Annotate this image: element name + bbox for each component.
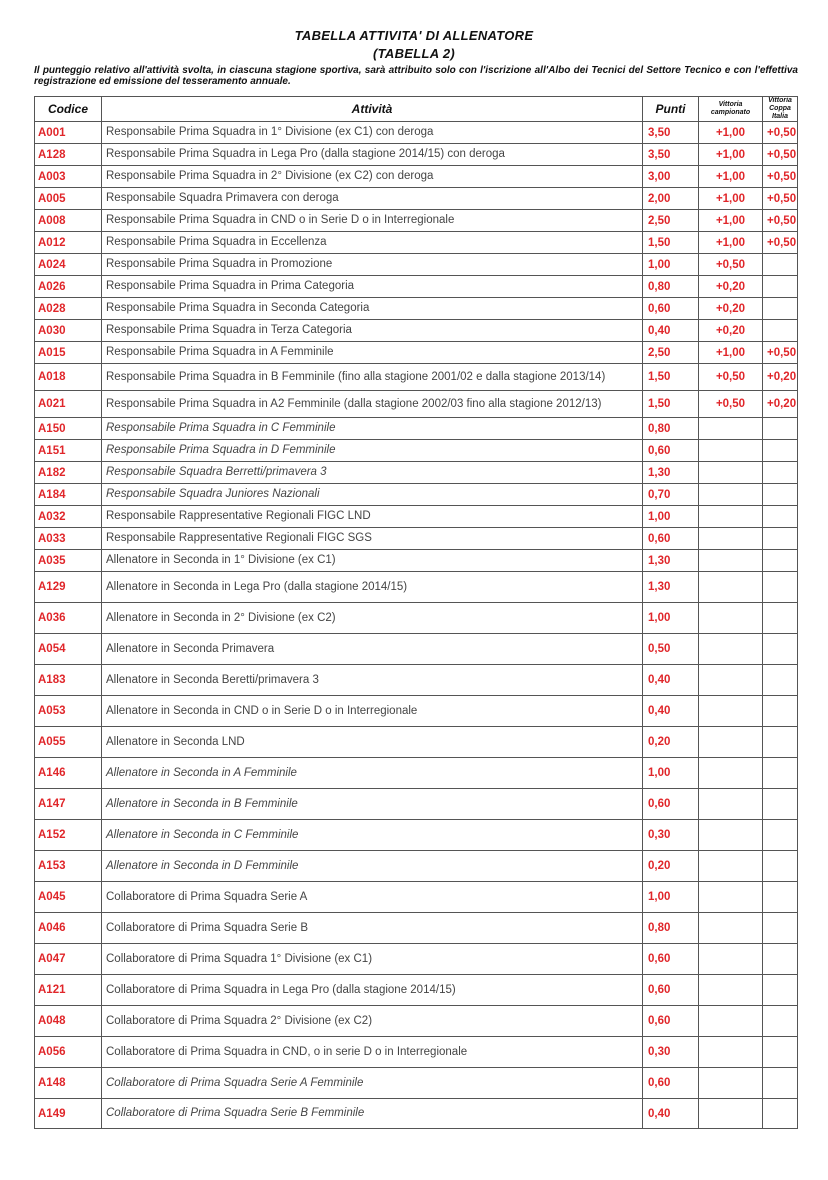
table-row: [35, 210, 798, 232]
row-code: A003: [35, 166, 102, 188]
row-win-cup: [763, 634, 798, 665]
row-points: 0,40: [643, 1099, 699, 1129]
table-row: [35, 298, 798, 320]
row-win-league: [699, 665, 763, 696]
row-activity: Responsabile Prima Squadra in A2 Femminile (dalla stagione 2002/03 fino alla stagione 2012/13): [102, 391, 643, 418]
table-row: [35, 506, 798, 528]
row-code: A032: [35, 506, 102, 528]
row-win-cup: [763, 696, 798, 727]
row-win-cup: [763, 913, 798, 944]
row-code: A054: [35, 634, 102, 665]
row-code: A146: [35, 758, 102, 789]
row-win-league: +0,50: [699, 364, 763, 391]
row-code: A183: [35, 665, 102, 696]
row-code: A021: [35, 391, 102, 418]
row-points: 0,20: [643, 727, 699, 758]
row-activity: Responsabile Prima Squadra in 2° Divisione (ex C2) con deroga: [102, 166, 643, 188]
table-row: [35, 462, 798, 484]
row-activity: Collaboratore di Prima Squadra 2° Divisione (ex C2): [102, 1006, 643, 1037]
row-win-cup: [763, 789, 798, 820]
table-row: [35, 1068, 798, 1099]
row-win-cup: [763, 882, 798, 913]
row-win-league: [699, 975, 763, 1006]
row-activity: Responsabile Prima Squadra in Seconda Categoria: [102, 298, 643, 320]
row-code: A005: [35, 188, 102, 210]
row-points: 2,00: [643, 188, 699, 210]
row-win-league: [699, 696, 763, 727]
row-code: A055: [35, 727, 102, 758]
row-activity: Collaboratore di Prima Squadra Serie B: [102, 913, 643, 944]
row-points: 1,00: [643, 506, 699, 528]
table-row: [35, 572, 798, 603]
row-points: 1,50: [643, 364, 699, 391]
row-win-cup: [763, 758, 798, 789]
intro-note: Il punteggio relativo all'attività svolta, in ciascuna stagione sportiva, sarà attribuito solo con l'iscrizione all'Albo dei Tecnici del Settore Tecnico e con l'effettiva registrazione ed emissione del tesseramento annuale.: [34, 65, 798, 87]
row-win-league: +1,00: [699, 144, 763, 166]
row-win-cup: [763, 528, 798, 550]
row-win-league: [699, 1099, 763, 1129]
row-win-league: +1,00: [699, 122, 763, 144]
table-row: [35, 550, 798, 572]
row-points: 1,30: [643, 550, 699, 572]
table-row: [35, 882, 798, 913]
row-activity: Responsabile Prima Squadra in C Femminile: [102, 418, 643, 440]
row-win-league: [699, 1068, 763, 1099]
table-row: [35, 1099, 798, 1129]
row-win-cup: [763, 506, 798, 528]
row-points: 0,80: [643, 418, 699, 440]
table-row: [35, 913, 798, 944]
row-code: A015: [35, 342, 102, 364]
header-activity: Attività: [102, 97, 643, 122]
row-win-cup: [763, 418, 798, 440]
row-activity: Allenatore in Seconda in D Femminile: [102, 851, 643, 882]
row-win-league: [699, 882, 763, 913]
row-code: A012: [35, 232, 102, 254]
row-code: A151: [35, 440, 102, 462]
table-row: [35, 364, 798, 391]
row-win-cup: +0,20: [763, 391, 798, 418]
row-win-league: [699, 462, 763, 484]
row-win-league: +1,00: [699, 166, 763, 188]
row-win-league: [699, 1006, 763, 1037]
row-points: 0,40: [643, 696, 699, 727]
row-win-cup: [763, 665, 798, 696]
row-code: A129: [35, 572, 102, 603]
row-win-league: [699, 727, 763, 758]
row-points: 1,50: [643, 391, 699, 418]
row-activity: Collaboratore di Prima Squadra Serie B Femminile: [102, 1099, 643, 1129]
row-win-cup: [763, 1006, 798, 1037]
header-win-league: Vittoria campionato: [699, 97, 763, 122]
row-win-league: [699, 1037, 763, 1068]
table-row: [35, 665, 798, 696]
row-activity: Allenatore in Seconda in C Femminile: [102, 820, 643, 851]
row-points: 0,80: [643, 276, 699, 298]
row-activity: Responsabile Prima Squadra in Promozione: [102, 254, 643, 276]
row-win-league: [699, 550, 763, 572]
table-row: [35, 391, 798, 418]
row-code: A024: [35, 254, 102, 276]
table-row: [35, 758, 798, 789]
row-activity: Allenatore in Seconda Primavera: [102, 634, 643, 665]
row-win-league: [699, 820, 763, 851]
row-activity: Collaboratore di Prima Squadra 1° Divisione (ex C1): [102, 944, 643, 975]
row-points: 3,50: [643, 122, 699, 144]
row-activity: Allenatore in Seconda in 1° Divisione (ex C1): [102, 550, 643, 572]
row-win-league: +1,00: [699, 342, 763, 364]
table-row: [35, 727, 798, 758]
row-activity: Responsabile Rappresentative Regionali FIGC LND: [102, 506, 643, 528]
row-activity: Responsabile Squadra Berretti/primavera 3: [102, 462, 643, 484]
table-row: [35, 975, 798, 1006]
row-activity: Responsabile Prima Squadra in D Femminile: [102, 440, 643, 462]
row-points: 0,20: [643, 851, 699, 882]
table-row: [35, 944, 798, 975]
row-activity: Collaboratore di Prima Squadra in CND, o in serie D o in Interregionale: [102, 1037, 643, 1068]
row-points: 0,60: [643, 975, 699, 1006]
row-activity: Responsabile Prima Squadra in 1° Divisione (ex C1) con deroga: [102, 122, 643, 144]
row-win-cup: [763, 1068, 798, 1099]
row-win-cup: +0,50: [763, 166, 798, 188]
table-row: [35, 320, 798, 342]
row-code: A148: [35, 1068, 102, 1099]
row-code: A001: [35, 122, 102, 144]
row-win-league: +0,50: [699, 391, 763, 418]
row-win-cup: [763, 440, 798, 462]
row-activity: Responsabile Prima Squadra in CND o in Serie D o in Interregionale: [102, 210, 643, 232]
table-row: [35, 528, 798, 550]
row-code: A045: [35, 882, 102, 913]
table-row: [35, 603, 798, 634]
row-win-cup: +0,20: [763, 364, 798, 391]
row-code: A046: [35, 913, 102, 944]
row-win-cup: [763, 320, 798, 342]
table-row: [35, 188, 798, 210]
row-points: 0,70: [643, 484, 699, 506]
row-win-league: [699, 851, 763, 882]
row-code: A182: [35, 462, 102, 484]
row-points: 2,50: [643, 342, 699, 364]
row-win-league: [699, 758, 763, 789]
row-win-league: [699, 528, 763, 550]
row-points: 1,30: [643, 462, 699, 484]
row-activity: Responsabile Prima Squadra in Lega Pro (dalla stagione 2014/15) con deroga: [102, 144, 643, 166]
row-win-cup: +0,50: [763, 232, 798, 254]
row-win-league: +0,20: [699, 320, 763, 342]
row-win-league: +1,00: [699, 232, 763, 254]
row-activity: Responsabile Prima Squadra in A Femminile: [102, 342, 643, 364]
row-code: A147: [35, 789, 102, 820]
row-code: A056: [35, 1037, 102, 1068]
row-code: A150: [35, 418, 102, 440]
row-activity: Responsabile Prima Squadra in Terza Categoria: [102, 320, 643, 342]
row-win-cup: [763, 276, 798, 298]
row-win-cup: +0,50: [763, 210, 798, 232]
row-code: A028: [35, 298, 102, 320]
row-win-league: +0,20: [699, 276, 763, 298]
row-activity: Allenatore in Seconda in 2° Divisione (ex C2): [102, 603, 643, 634]
row-points: 0,60: [643, 440, 699, 462]
row-win-league: +1,00: [699, 210, 763, 232]
row-win-league: +0,20: [699, 298, 763, 320]
row-code: A149: [35, 1099, 102, 1129]
table-row: [35, 122, 798, 144]
row-activity: Responsabile Squadra Primavera con deroga: [102, 188, 643, 210]
row-points: 3,00: [643, 166, 699, 188]
row-win-cup: [763, 1099, 798, 1129]
row-points: 0,60: [643, 528, 699, 550]
row-win-league: [699, 572, 763, 603]
row-win-cup: [763, 603, 798, 634]
row-win-cup: [763, 572, 798, 603]
row-activity: Collaboratore di Prima Squadra Serie A Femminile: [102, 1068, 643, 1099]
row-code: A047: [35, 944, 102, 975]
table-row: [35, 484, 798, 506]
row-points: 0,60: [643, 789, 699, 820]
row-code: A026: [35, 276, 102, 298]
row-win-cup: [763, 944, 798, 975]
row-activity: Allenatore in Seconda LND: [102, 727, 643, 758]
header-points: Punti: [643, 97, 699, 122]
row-activity: Allenatore in Seconda in A Femminile: [102, 758, 643, 789]
row-win-league: [699, 944, 763, 975]
row-win-league: +1,00: [699, 188, 763, 210]
row-points: 1,00: [643, 882, 699, 913]
row-activity: Responsabile Prima Squadra in Eccellenza: [102, 232, 643, 254]
row-activity: Collaboratore di Prima Squadra Serie A: [102, 882, 643, 913]
row-win-cup: [763, 254, 798, 276]
row-activity: Responsabile Prima Squadra in Prima Categoria: [102, 276, 643, 298]
row-points: 0,60: [643, 1068, 699, 1099]
row-points: 3,50: [643, 144, 699, 166]
row-points: 1,00: [643, 254, 699, 276]
row-code: A036: [35, 603, 102, 634]
row-points: 0,40: [643, 665, 699, 696]
header-win-cup: Vittoria Coppa Italia: [763, 97, 798, 122]
table-row: [35, 1037, 798, 1068]
row-win-cup: [763, 975, 798, 1006]
row-code: A053: [35, 696, 102, 727]
row-code: A128: [35, 144, 102, 166]
page-subtitle: (TABELLA 2): [372, 46, 455, 61]
table-body: [35, 122, 798, 1129]
table-row: [35, 696, 798, 727]
row-points: 1,00: [643, 603, 699, 634]
row-code: A018: [35, 364, 102, 391]
row-win-league: [699, 440, 763, 462]
row-win-league: [699, 603, 763, 634]
row-activity: Allenatore in Seconda in Lega Pro (dalla stagione 2014/15): [102, 572, 643, 603]
table-header-row: [35, 97, 798, 122]
row-points: 0,80: [643, 913, 699, 944]
header-code: Codice: [35, 97, 102, 122]
row-win-cup: [763, 484, 798, 506]
row-code: A121: [35, 975, 102, 1006]
page-title: TABELLA ATTIVITA' DI ALLENATORE: [294, 28, 534, 43]
table-row: [35, 254, 798, 276]
row-activity: Allenatore in Seconda in CND o in Serie D o in Interregionale: [102, 696, 643, 727]
row-activity: Responsabile Prima Squadra in B Femminile (fino alla stagione 2001/02 e dalla stagione 2013/14): [102, 364, 643, 391]
row-points: 0,30: [643, 820, 699, 851]
row-code: A008: [35, 210, 102, 232]
table-row: [35, 440, 798, 462]
row-win-cup: [763, 550, 798, 572]
row-win-league: [699, 418, 763, 440]
table-row: [35, 342, 798, 364]
table-row: [35, 789, 798, 820]
row-win-league: [699, 634, 763, 665]
row-win-cup: [763, 820, 798, 851]
row-points: 0,40: [643, 320, 699, 342]
row-points: 0,60: [643, 1006, 699, 1037]
row-activity: Responsabile Squadra Juniores Nazionali: [102, 484, 643, 506]
row-win-league: [699, 789, 763, 820]
row-win-cup: [763, 462, 798, 484]
row-activity: Responsabile Rappresentative Regionali FIGC SGS: [102, 528, 643, 550]
row-activity: Allenatore in Seconda in B Femminile: [102, 789, 643, 820]
row-win-cup: +0,50: [763, 342, 798, 364]
row-code: A030: [35, 320, 102, 342]
row-points: 0,60: [643, 298, 699, 320]
table-row: [35, 820, 798, 851]
table-row: [35, 166, 798, 188]
table-row: [35, 634, 798, 665]
row-points: 0,30: [643, 1037, 699, 1068]
row-code: A184: [35, 484, 102, 506]
row-code: A035: [35, 550, 102, 572]
row-points: 1,50: [643, 232, 699, 254]
row-win-league: [699, 913, 763, 944]
row-win-cup: [763, 298, 798, 320]
row-points: 2,50: [643, 210, 699, 232]
row-win-cup: [763, 1037, 798, 1068]
table-row: [35, 144, 798, 166]
row-code: A152: [35, 820, 102, 851]
row-win-cup: +0,50: [763, 144, 798, 166]
row-points: 1,00: [643, 758, 699, 789]
row-points: 1,30: [643, 572, 699, 603]
row-activity: Allenatore in Seconda Beretti/primavera 3: [102, 665, 643, 696]
row-code: A153: [35, 851, 102, 882]
row-points: 0,60: [643, 944, 699, 975]
row-code: A033: [35, 528, 102, 550]
row-activity: Collaboratore di Prima Squadra in Lega Pro (dalla stagione 2014/15): [102, 975, 643, 1006]
table-row: [35, 851, 798, 882]
activity-table: [34, 96, 798, 1129]
table-row: [35, 418, 798, 440]
row-win-cup: [763, 727, 798, 758]
row-win-cup: +0,50: [763, 188, 798, 210]
row-points: 0,50: [643, 634, 699, 665]
table-row: [35, 232, 798, 254]
row-win-cup: +0,50: [763, 122, 798, 144]
row-win-league: [699, 506, 763, 528]
table-row: [35, 1006, 798, 1037]
table-row: [35, 276, 798, 298]
row-code: A048: [35, 1006, 102, 1037]
row-win-league: [699, 484, 763, 506]
row-win-cup: [763, 851, 798, 882]
row-win-league: +0,50: [699, 254, 763, 276]
